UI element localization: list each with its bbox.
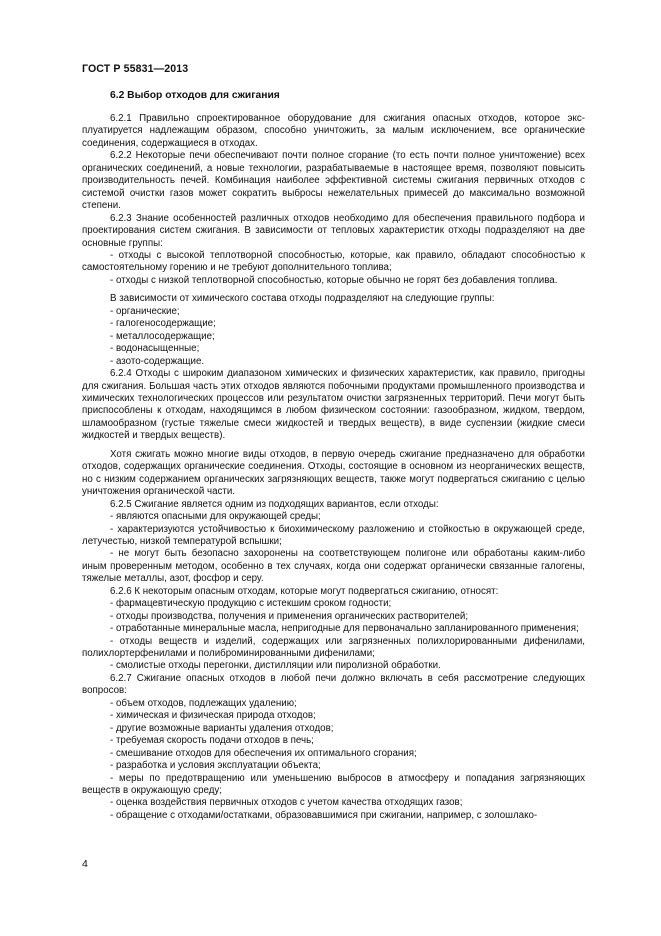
list-item: - объем отходов, подлежащих удалению; xyxy=(110,697,297,709)
list-item: - являются опасными для окружающей среды; xyxy=(110,511,321,523)
paragraph-6-2-3: 6.2.3 Знание особенностей различных отходов необходимо для обеспечения правильного подбора и проектирования систем сжигания. В зависимости от тепловых характеристик отходы подразделяют на две основные группы: xyxy=(82,212,585,249)
list-item: - другие возможные варианты удаления отходов; xyxy=(110,722,334,734)
paragraph-6-2-4: 6.2.4 Отходы с широким диапазоном химических и физических характеристик, как правило, пригодны для сжигания. Большая часть этих отходов являются побочными продуктами промышленного производства и химических технологических процессов или результатом очистки загрязненных территорий. Печи могут быть приспособлены к отходам, находящимся в любом физическом состоянии: газообразном, жидком, твердом, шламообразном (густые тяжелые смеси жидкостей и твердых веществ), в виде суспензии (жидкие смеси жидкостей и твердых веществ). xyxy=(82,368,585,442)
list-item: - органические; xyxy=(110,305,180,317)
paragraph-6-2-7: 6.2.7 Сжигание опасных отходов в любой печи должно включать в себя рассмотрение следующих вопросов: xyxy=(82,672,585,697)
list-item: - характеризуются устойчивостью к биохимическому разложению и стойкостью в окружающей среде, летучестью, низкой температурой вспышки; xyxy=(82,523,585,547)
list-item: - металлосодержащие; xyxy=(110,330,215,342)
list-item: - химическая и физическая природа отходов; xyxy=(110,710,316,722)
list-item: - оценка воздействия первичных отходов с учетом качества отходящих газов; xyxy=(110,797,463,809)
list-item: - отходы с высокой теплотворной способностью, которые, как правило, обладают способностью к самостоятельному горению и не требуют дополнительного топлива; xyxy=(82,249,585,274)
paragraph-organic-treatment: Хотя сжигать можно многие виды отходов, в первую очередь сжигание предназначено для обработки отходов, содержащих органические соединения. Отходы, состоящие в основном из неорганических веществ, но с низким содержанием органических загрязняющих веществ, также могут подвергаться сжиганию с целью уничтожения органической части. xyxy=(82,448,585,498)
list-item: - обращение с отходами/остатками, образовавшимися при сжигании, например, с золошлако- xyxy=(110,809,538,821)
page-number: 4 xyxy=(82,858,88,870)
list-item: - отходы веществ и изделий, содержащих или загрязненных полихлорированными дифенилами, полихлортерфенилами и полиброминированными дифенилами; xyxy=(82,635,585,660)
section-title: 6.2 Выбор отходов для сжигания xyxy=(110,90,280,101)
paragraph-6-2-2: 6.2.2 Некоторые печи обеспечивают почти полное сгорание (то есть почти полное уничтожение) всех органических соединений, а новые технологии, разрабатываемые в настоящее время, позволяют повысить производительность печей. Комбинация наиболее эффективной системы сжигания первичных отходов с системой очистки газов может сократить выбросы нежелательных примесей до максимально возможной степени. xyxy=(82,150,585,212)
paragraph-chemical-groups: В зависимости от химического состава отходы подразделяют на следующие группы: xyxy=(110,293,495,305)
paragraph-6-2-1: 6.2.1 Правильно спроектированное оборудование для сжигания опасных отходов, которое эксплуатируется надлежащим образом, способно уничтожить, за малым исключением, все органические соединения, содержащиеся в отходах. xyxy=(82,113,585,149)
list-item: - требуемая скорость подачи отходов в печь; xyxy=(110,735,314,747)
document-header: ГОСТ Р 55831—2013 xyxy=(82,63,189,75)
document-body xyxy=(82,113,585,822)
list-item: - азото-содержащие. xyxy=(110,355,205,367)
list-item: - смешивание отходов для обеспечения их оптимального сгорания; xyxy=(110,747,417,759)
list-item: - галогеносодержащие; xyxy=(110,318,216,330)
list-item: - отработанные минеральные масла, непригодные для первоначально запланированного применения; xyxy=(110,623,579,635)
list-item: - не могут быть безопасно захоронены на соответствующем полигоне или обработаны каким-либо иным проверенным методом, особенно в тех случаях, когда они содержат органически связанные галогены, тяжелые металлы, азот, фосфор и серу. xyxy=(82,548,585,585)
list-item: - смолистые отходы перегонки, дистилляции или пиролизной обработки. xyxy=(110,660,441,672)
list-item: - отходы производства, получения и применения органических растворителей; xyxy=(110,610,469,622)
list-item: - отходы с низкой теплотворной способностью, которые обычно не горят без добавления топлива. xyxy=(110,274,558,286)
list-item: - фармацевтическую продукцию с истекшим сроком годности; xyxy=(110,598,392,610)
paragraph-6-2-6: 6.2.6 К некоторым опасным отходам, которые могут подвергаться сжиганию, относят: xyxy=(110,585,499,597)
list-item: - разработка и условия эксплуатации объекта; xyxy=(110,760,321,772)
paragraph-6-2-5: 6.2.5 Сжигание является одним из подходящих вариантов, если отходы: xyxy=(110,498,439,510)
list-item: - водонасыщенные; xyxy=(110,343,200,355)
list-item: - меры по предотвращению или уменьшению выбросов в атмосферу и попадания загрязняющих веществ в окружающую среду; xyxy=(82,772,585,797)
